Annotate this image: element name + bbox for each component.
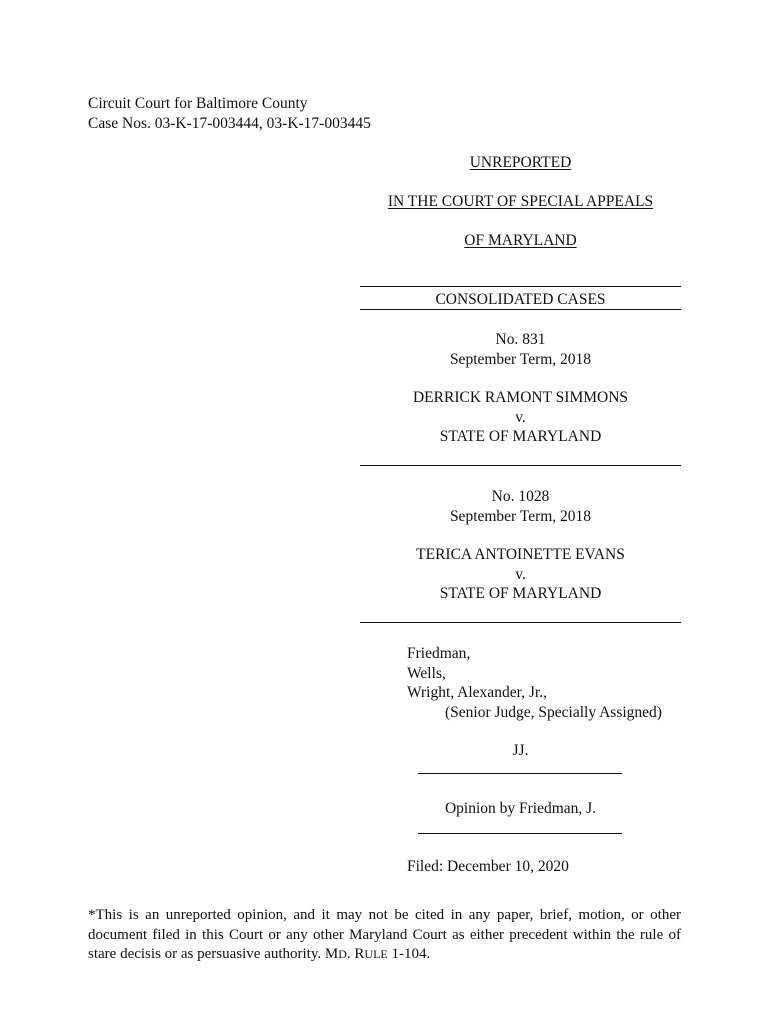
case-term: September Term, 2018 xyxy=(449,351,592,368)
footnote-r: . R xyxy=(346,946,365,962)
case-number: No. 1028 xyxy=(491,488,550,505)
judge-wright: Wright, Alexander, Jr., xyxy=(407,684,547,701)
case-numbers: Case Nos. 03-K-17-003444, 03-K-17-003445 xyxy=(88,115,371,132)
judge-wright-note: (Senior Judge, Specially Assigned) xyxy=(445,704,662,721)
filed-date: Filed: December 10, 2020 xyxy=(407,858,569,875)
judge-wells: Wells, xyxy=(407,665,446,682)
opinion-author: Opinion by Friedman, J. xyxy=(444,800,597,817)
footnote-md-small: D xyxy=(338,947,347,961)
footnote-text: *This is an unreported opinion, and it may not be cited in any paper, brief, motion, or other document filed in this Court or any other Maryland Court as either precedent within the rule of stare decisis or as persuasive authority. M xyxy=(88,907,681,962)
court-heading: IN THE COURT OF SPECIAL APPEALS xyxy=(387,193,654,210)
divider-rule xyxy=(360,286,681,287)
consolidated-cases-heading: CONSOLIDATED CASES xyxy=(435,291,606,308)
divider-rule xyxy=(360,622,681,623)
footnote-rule-number: 1-104. xyxy=(387,946,431,962)
appellee-name: STATE OF MARYLAND xyxy=(439,428,602,445)
footnote-rule-small: ULE xyxy=(364,947,388,961)
appellant-name: TERICA ANTOINETTE EVANS xyxy=(416,546,625,563)
appellee-name: STATE OF MARYLAND xyxy=(439,585,602,602)
versus: v. xyxy=(515,566,526,583)
jj-label: JJ. xyxy=(512,742,529,759)
unreported-footnote xyxy=(88,906,681,965)
unreported-heading: UNREPORTED xyxy=(469,154,572,171)
circuit-court-line: Circuit Court for Baltimore County xyxy=(88,95,308,112)
signature-line xyxy=(418,833,622,834)
signature-line xyxy=(418,773,622,774)
case-number: No. 831 xyxy=(495,331,546,348)
case-term: September Term, 2018 xyxy=(449,508,592,525)
versus: v. xyxy=(515,409,526,426)
judge-friedman: Friedman, xyxy=(407,645,471,662)
divider-rule xyxy=(360,465,681,466)
divider-rule xyxy=(360,309,681,310)
appellant-name: DERRICK RAMONT SIMMONS xyxy=(412,389,629,406)
state-heading: OF MARYLAND xyxy=(464,232,577,249)
